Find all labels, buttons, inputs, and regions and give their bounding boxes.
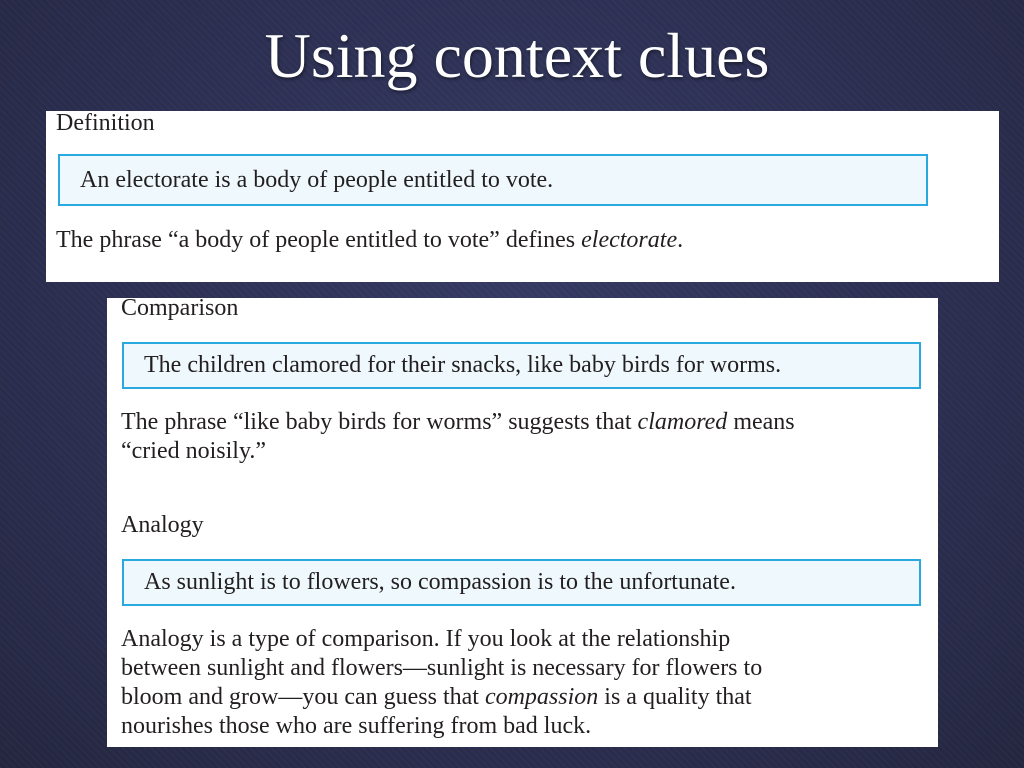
definition-explanation-before: The phrase “a body of people entitled to vote” defines	[56, 227, 582, 253]
definition-explanation-after: .	[677, 227, 684, 253]
comparison-example-box	[122, 342, 921, 389]
comparison-explanation	[121, 408, 795, 466]
analogy-line3-before: bloom and grow—you can guess that	[121, 684, 485, 710]
analogy-example-box	[122, 559, 921, 606]
analogy-line3-term: compassion	[484, 684, 599, 710]
comparison-example-text: The children clamored for their snacks, like baby birds for worms.	[144, 352, 782, 378]
analogy-explanation	[121, 625, 762, 741]
definition-explanation	[56, 226, 683, 255]
comparison-explanation-line-2: “cried noisily.”	[121, 438, 267, 464]
analogy-example-text: As sunlight is to flowers, so compassion is to the unfortunate.	[144, 569, 736, 595]
analogy-explanation-line-3	[121, 683, 762, 712]
comparison-line1-after: means	[727, 409, 795, 435]
analogy-heading: Analogy	[121, 512, 204, 538]
comparison-heading: Comparison	[121, 295, 239, 321]
definition-example-box	[58, 154, 928, 206]
comparison-explanation-line-1	[121, 408, 795, 437]
slide-title: Using context clues	[264, 20, 770, 91]
comparison-line1-before: The phrase “like baby birds for worms” suggests that	[121, 409, 638, 435]
analogy-line3-after: is a quality that	[598, 684, 752, 710]
comparison-analogy-panel	[107, 295, 938, 747]
definition-explanation-term: electorate	[581, 227, 678, 253]
analogy-explanation-line-1: Analogy is a type of comparison. If you look at the relationship	[121, 626, 731, 652]
definition-example-text: An electorate is a body of people entitled to vote.	[80, 166, 554, 193]
definition-heading: Definition	[56, 110, 155, 136]
analogy-explanation-line-4: nourishes those who are suffering from bad luck.	[121, 713, 592, 739]
definition-panel	[46, 111, 999, 282]
comparison-line1-term: clamored	[637, 409, 728, 435]
analogy-explanation-line-2: between sunlight and flowers—sunlight is necessary for flowers to	[121, 655, 763, 681]
